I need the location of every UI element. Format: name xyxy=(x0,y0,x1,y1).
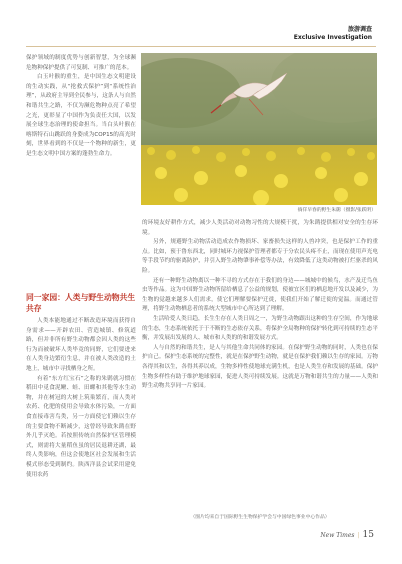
paragraph-left-top-2: 白玉叶猴的重生，是中国生态文明建设的生动实践，从“抢救式保护”到“系统性治理”，从政府主导到全民参与，这条人与自然和谐共生之路，不仅为濒危物种点亮了希望之光，更彰显了中国作为负责任大国，以发展全球生态治理的使命担当。当白头叶猴在喀斯特石山跳跃的身姿成为COP15的高光时刻，世界看到的不仅是一个物种的新生，更是生态文明中国方案的蓬勃生命力。 xyxy=(26,74,136,157)
section-label: 旅游调查 xyxy=(347,26,372,33)
paragraph-right-5: 人与自然的和谐共生，是人与其他生命共同体的家园。在保护野生动物的同时，人类也在保护自己。保护生态系统的完整性，就是在保护野生动物，就是在保护我们赖以生存的家园。万物各得其和以生，各得其养以成，生物多样性使地球充满生机，也是人类生存和发展的基础。保护生物多样性有助于维护地球家园，促进人类可持续发展。这就是万物和谐共生的力量——人类和野生动物共享同一片家园。 xyxy=(142,344,378,390)
paragraph-right-1: 的环境友好耕作方式，减少人类活动对动物习性的大规模干扰，为朱鹮提供相对安全的生存环境。 xyxy=(142,220,378,236)
paragraph-left-bottom-2: 有着“东方红宝石”之称的朱鹮就习惯在稻田中觅食泥鳅、蛙、田螺和其他等水生动物，并在树冠的大树上筑巢繁育，而人类对农药、化肥的使用会导致水体污染，一方面食直接毒害鸟类，另一方面使它们赖以生存的主要食物不断减少，这曾经导致朱鹮在野外几乎灭绝。若按照传统自然保护区管理模式，则需将大量稻鱼虽的居民退耕还湖，最终人类影响，但这会使地区社会发展和生活模式形态受到制约。陕西洋县会试采用建免使用农药 xyxy=(26,375,136,478)
photo-credit-note: （图片均来自于国际野生生物保护学会与中国绿色事业中心作品） xyxy=(190,515,330,520)
right-column xyxy=(142,219,378,392)
magazine-name: New Times xyxy=(320,532,355,539)
paragraph-right-4: 生活哈爱人类日趋，长生生存在人类日周之一，为野生动物跟出这种的生存空间，作为地球的生态，生态系统依托于于不断的生态依存关系，将保护全局物种的保护转化到可持续的生态平衡，并发展出发展的人、城市和人类的的和谐发展方式。 xyxy=(142,315,378,342)
paragraph-left-top-1: 保护领域的制度优势与创新智慧，为全球濒危物种保护提供了可复制、可推广的范本。 xyxy=(26,55,136,71)
header-rule xyxy=(26,46,376,47)
footer-separator: | xyxy=(357,532,360,539)
photo-caption: 徜徉早春的野生朱鹮（摄影/张跃明） xyxy=(297,208,376,213)
left-column-top xyxy=(26,54,136,160)
page-footer xyxy=(320,530,374,540)
paragraph-left-bottom-1: 人类本能地通过不断改造环境而获得自身需求——开辟农田、营造城镇、修筑道路，但并非所有野生动物都会因人类的这些行为而被破坏人类毕竟的同野，它们要进来在人类身边繁衍生息，并在被人类改造的土地上，城市中寻找栖身之所。 xyxy=(26,318,136,372)
photo-egret-rapeseed xyxy=(141,53,377,205)
section-title: 同一家园：人类与野生动物共生共存 xyxy=(26,293,136,313)
left-column-bottom xyxy=(26,317,136,480)
page-number: 15 xyxy=(362,530,374,540)
page-header xyxy=(294,26,372,42)
paragraph-right-3: 还有一种野生动物离以一种不寻的方式存在于我们的身边——城城中的候鸟，水产及迁鸟鱼虫等作品。这为中国野生动物所留给栖息了公益的规划，使被宜区们的栖息地开发以及减少，为生物的觉越来越多人们需求，使它们理解要保护迁徙，使我们开始了解迁徙的觉温。而通过管理，将野生动物栖息者的系统大型城市中心所达到了理解。 xyxy=(142,277,378,313)
section-label-en: Exclusive Investigation xyxy=(293,34,372,41)
paragraph-right-2: 另外，规避野生动物活动造成农作物损坏、家畜损失这样的人兽冲突，也是保护工作的重点。比如，预于鲁东西北，同时城环力视保护管理者都专于分农民头疼不止，而现在使用声光电等手段节约的驱离防护，并引入野生动物肇事补偿等办法，有效降低了这类动物被打烂驱杀的风险。 xyxy=(142,239,378,274)
